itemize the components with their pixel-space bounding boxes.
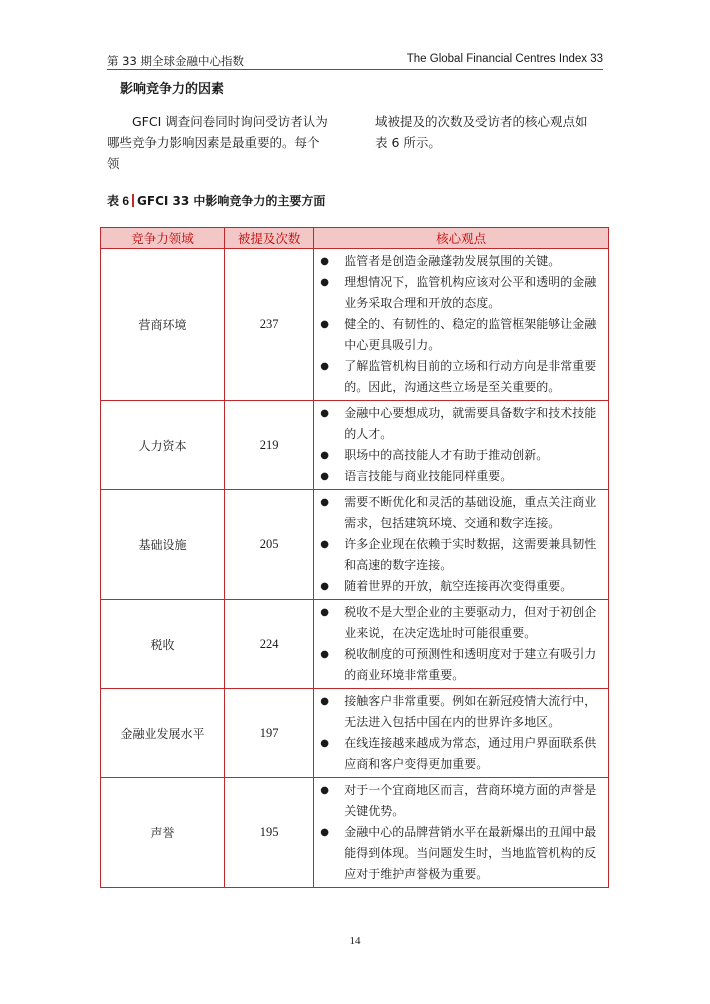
table-caption-label: 表 6	[107, 194, 130, 208]
row-count: 205	[224, 490, 313, 600]
header-left-title: 第 33 期全球金融中心指数	[107, 54, 244, 68]
caption-divider	[132, 194, 134, 207]
views-list	[314, 778, 608, 887]
view-item: ● 随着世界的开放，航空连接再次变得重要。	[314, 576, 602, 597]
header-views: 核心观点	[314, 228, 609, 249]
table-caption-title: GFCI 33 中影响竞争力的主要方面	[137, 194, 326, 208]
view-item: ● 接触客户非常重要。例如在新冠疫情大流行中，无法进入包括中国在内的世界许多地区。	[314, 691, 602, 733]
view-item: ● 职场中的高技能人才有助于推动创新。	[314, 445, 602, 466]
view-item: ● 需要不断优化和灵活的基础设施，重点关注商业需求，包括建筑环境、交通和数字连接。	[314, 492, 602, 534]
row-field: 基础设施	[101, 490, 225, 600]
row-views	[314, 778, 609, 888]
view-item: ● 税收不是大型企业的主要驱动力，但对于初创企业来说，在决定选址时可能很重要。	[314, 602, 602, 644]
intro-column-left	[107, 111, 329, 174]
table-header-row	[101, 228, 609, 249]
section-title: 影响竞争力的因素	[120, 82, 225, 97]
row-views	[314, 689, 609, 778]
row-views	[314, 490, 609, 600]
table-row	[101, 689, 609, 778]
row-count: 197	[224, 689, 313, 778]
views-list	[314, 689, 608, 777]
view-item: ● 理想情况下，监管机构应该对公平和透明的金融业务采取合理和开放的态度。	[314, 272, 602, 314]
header-field: 竞争力领域	[101, 228, 225, 249]
row-count: 219	[224, 401, 313, 490]
row-count: 195	[224, 778, 313, 888]
view-item: ● 税收制度的可预测性和透明度对于建立有吸引力的商业环境非常重要。	[314, 644, 602, 686]
view-item: ● 健全的、有韧性的、稳定的监管框架能够让金融中心更具吸引力。	[314, 314, 602, 356]
row-field: 税收	[101, 600, 225, 689]
running-header	[107, 51, 603, 70]
competitiveness-table	[100, 227, 609, 888]
view-item: ● 金融中心要想成功，就需要具备数字和技术技能的人才。	[314, 403, 602, 445]
views-list	[314, 401, 608, 489]
row-field: 人力资本	[101, 401, 225, 490]
views-list	[314, 249, 608, 400]
view-item: ● 许多企业现在依赖于实时数据，这需要兼具韧性和高速的数字连接。	[314, 534, 602, 576]
intro-text-left: GFCI 调查问卷同时询问受访者认为哪些竞争力影响因素是最重要的。每个领	[107, 114, 328, 171]
table-caption	[107, 192, 325, 209]
header-count: 被提及次数	[224, 228, 313, 249]
table-row	[101, 778, 609, 888]
header-right-title: The Global Financial Centres Index 33	[406, 53, 603, 65]
table-row	[101, 401, 609, 490]
views-list	[314, 600, 608, 688]
table-row	[101, 249, 609, 401]
page-number: 14	[349, 935, 361, 947]
view-item: ● 语言技能与商业技能同样重要。	[314, 466, 602, 487]
row-count: 224	[224, 600, 313, 689]
row-views	[314, 249, 609, 401]
table-row	[101, 600, 609, 689]
row-field: 声誉	[101, 778, 225, 888]
view-item: ● 了解监管机构目前的立场和行动方向是非常重要的。因此，沟通这些立场是至关重要的。	[314, 356, 602, 398]
view-item: ● 监管者是创造金融蓬勃发展氛围的关键。	[314, 251, 602, 272]
intro-text-right: 域被提及的次数及受访者的核心观点如表 6 所示。	[375, 114, 588, 150]
intro-column-right	[375, 111, 597, 153]
row-field: 营商环境	[101, 249, 225, 401]
row-field: 金融业发展水平	[101, 689, 225, 778]
view-item: ● 金融中心的品牌营销水平在最新爆出的丑闻中最能得到体现。当问题发生时，当地监管机构的反应对于维护声誉极为重要。	[314, 822, 602, 885]
table-row	[101, 490, 609, 600]
view-item: ● 在线连接越来越成为常态，通过用户界面联系供应商和客户变得更加重要。	[314, 733, 602, 775]
row-views	[314, 600, 609, 689]
row-views	[314, 401, 609, 490]
row-count: 237	[224, 249, 313, 401]
table-body	[101, 249, 609, 888]
view-item: ● 对于一个宜商地区而言，营商环境方面的声誉是关键优势。	[314, 780, 602, 822]
views-list	[314, 490, 608, 599]
